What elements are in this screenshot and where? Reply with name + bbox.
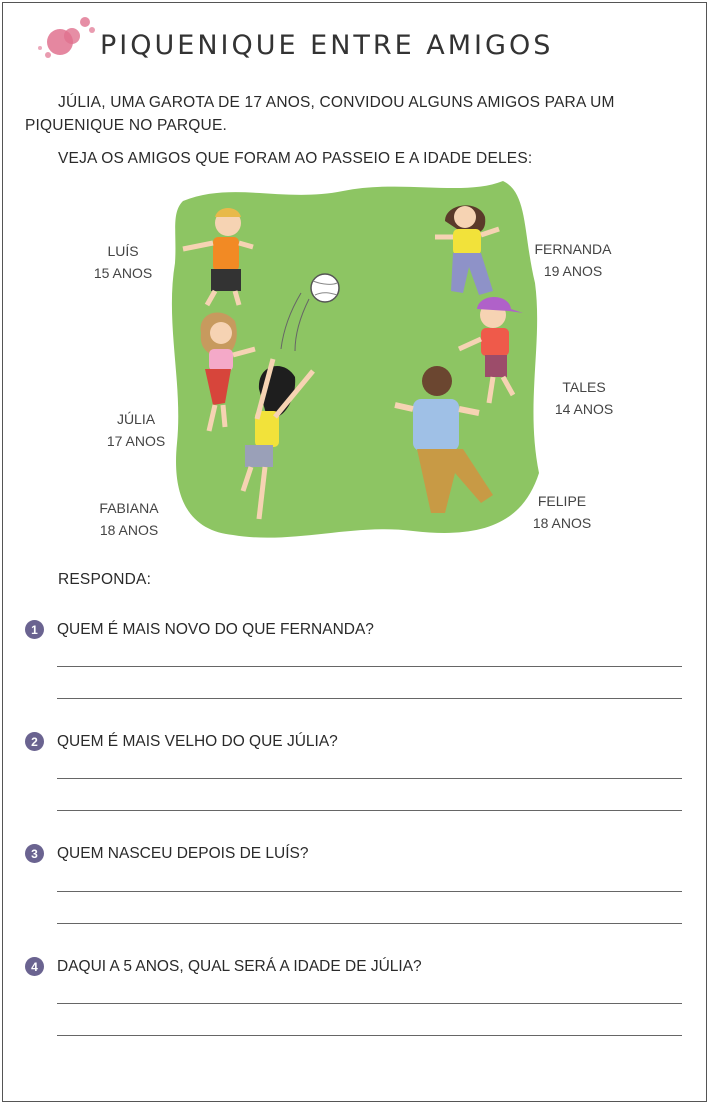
friend-age: 19 ANOS [543, 263, 603, 279]
question-number-badge: 3 [25, 844, 44, 863]
intro-line-2: PIQUENIQUE NO PARQUE. [25, 117, 227, 134]
answer-line[interactable] [57, 1003, 682, 1004]
respond-label: RESPONDA: [58, 571, 152, 588]
question-4 [25, 957, 422, 976]
question-number-badge: 2 [25, 732, 44, 751]
friend-age: 14 ANOS [554, 401, 614, 417]
friend-name: LUÍS [107, 243, 139, 259]
question-2 [25, 732, 338, 751]
friend-age: 15 ANOS [93, 265, 153, 281]
question-text: QUEM NASCEU DEPOIS DE LUÍS? [57, 844, 309, 862]
intro-line-1: JÚLIA, UMA GAROTA DE 17 ANOS, CONVIDOU ALGUNS AMIGOS PARA UM [58, 94, 615, 111]
friend-label-fabiana [88, 497, 170, 541]
answer-line[interactable] [57, 698, 682, 699]
friend-name: FELIPE [537, 493, 587, 509]
friend-label-julia [98, 408, 174, 452]
answer-line[interactable] [57, 810, 682, 811]
friend-label-tales [546, 376, 622, 420]
friend-label-fernanda [528, 238, 618, 282]
friend-label-luis [88, 240, 158, 284]
paint-splat-decoration [30, 10, 110, 70]
friends-playing-illustration [163, 173, 543, 545]
question-text: QUEM É MAIS VELHO DO QUE JÚLIA? [57, 732, 338, 750]
friend-age: 18 ANOS [532, 515, 592, 531]
answer-line[interactable] [57, 666, 682, 667]
friend-name: JÚLIA [116, 411, 156, 427]
friend-name: FERNANDA [534, 241, 612, 257]
answer-line[interactable] [57, 923, 682, 924]
question-text: QUEM É MAIS NOVO DO QUE FERNANDA? [57, 620, 374, 638]
answer-line[interactable] [57, 891, 682, 892]
question-text: DAQUI A 5 ANOS, QUAL SERÁ A IDADE DE JÚLIA? [57, 957, 422, 975]
question-1 [25, 620, 374, 639]
friend-name: FABIANA [99, 500, 159, 516]
question-3 [25, 844, 309, 863]
friend-name: TALES [562, 379, 606, 395]
friend-age: 18 ANOS [99, 522, 159, 538]
answer-line[interactable] [57, 1035, 682, 1036]
answer-line[interactable] [57, 778, 682, 779]
question-number-badge: 4 [25, 957, 44, 976]
page-title: PIQUENIQUE ENTRE AMIGOS [100, 30, 554, 61]
instruction-text: VEJA OS AMIGOS QUE FORAM AO PASSEIO E A IDADE DELES: [58, 150, 533, 167]
question-number-badge: 1 [25, 620, 44, 639]
friend-age: 17 ANOS [106, 433, 166, 449]
friend-label-felipe [524, 490, 600, 534]
